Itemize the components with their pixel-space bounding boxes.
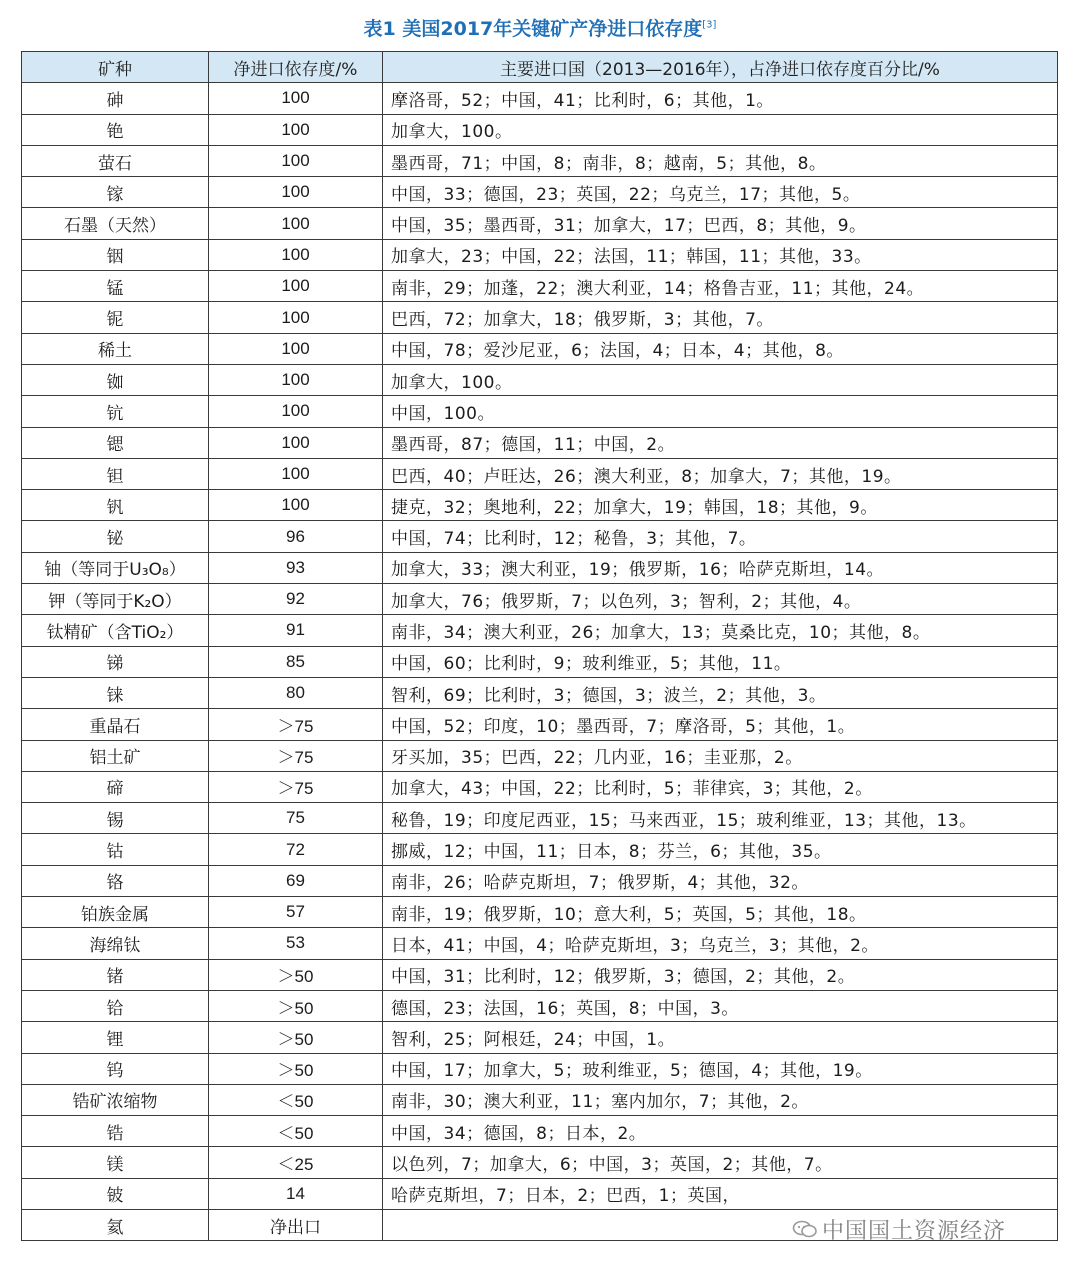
table-row (22, 364, 1058, 395)
dependency-cell: 69 (209, 865, 383, 896)
sources-cell: 智利，69；比利时，3；德国，3；波兰，2；其他，3。 (383, 677, 1058, 708)
sources-cell: 加拿大，76；俄罗斯，7；以色列，3；智利，2；其他，4。 (383, 584, 1058, 615)
table-row (22, 584, 1058, 615)
dependency-cell: ＞75 (209, 771, 383, 802)
watermark-text: 中国国土资源经济 (822, 1219, 1007, 1244)
mineral-cell: 铂族金属 (22, 897, 209, 928)
dependency-cell: 100 (209, 333, 383, 364)
sources-cell: 巴西，72；加拿大，18；俄罗斯，3；其他，7。 (383, 302, 1058, 333)
dependency-cell: 91 (209, 615, 383, 646)
table-row (22, 740, 1058, 771)
table-row (22, 865, 1058, 896)
table-row (22, 1084, 1058, 1115)
mineral-cell: 锂 (22, 1022, 209, 1053)
dependency-cell: ＞50 (209, 990, 383, 1021)
sources-cell: 智利，25；阿根廷，24；中国，1。 (383, 1022, 1058, 1053)
sources-cell: 南非，34；澳大利亚，26；加拿大，13；莫桑比克，10；其他，8。 (383, 615, 1058, 646)
mineral-cell: 碲 (22, 771, 209, 802)
mineral-cell: 铷 (22, 364, 209, 395)
mineral-cell: 氦 (22, 1209, 209, 1240)
sources-cell: 南非，26；哈萨克斯坦，7；俄罗斯，4；其他，32。 (383, 865, 1058, 896)
table-row (22, 396, 1058, 427)
sources-cell: 德国，23；法国，16；英国，8；中国，3。 (383, 990, 1058, 1021)
table-title (0, 14, 1080, 41)
sources-cell: 日本，41；中国，4；哈萨克斯坦，3；乌克兰，3；其他，2。 (383, 928, 1058, 959)
dependency-cell: 100 (209, 271, 383, 302)
mineral-cell: 石墨（天然） (22, 208, 209, 239)
sources-cell: 中国，52；印度，10；墨西哥，7；摩洛哥，5；其他，1。 (383, 709, 1058, 740)
table-row (22, 1053, 1058, 1084)
dependency-cell: 100 (209, 396, 383, 427)
dependency-cell: 100 (209, 145, 383, 176)
table-row (22, 1022, 1058, 1053)
dependency-cell: 100 (209, 208, 383, 239)
header-row (22, 52, 1058, 83)
sources-cell: 加拿大，100。 (383, 364, 1058, 395)
dependency-cell: ＞50 (209, 1053, 383, 1084)
sources-cell: 南非，19；俄罗斯，10；意大利，5；英国，5；其他，18。 (383, 897, 1058, 928)
dependency-cell: 57 (209, 897, 383, 928)
dependency-table (21, 51, 1058, 1241)
mineral-cell: 铪 (22, 990, 209, 1021)
sources-cell: 中国，17；加拿大，5；玻利维亚，5；德国，4；其他，19。 (383, 1053, 1058, 1084)
table-row (22, 1178, 1058, 1209)
mineral-cell: 钾（等同于K₂O） (22, 584, 209, 615)
sources-cell: 中国，60；比利时，9；玻利维亚，5；其他，11。 (383, 646, 1058, 677)
mineral-cell: 铼 (22, 677, 209, 708)
dependency-cell: 100 (209, 83, 383, 114)
dependency-cell: 净出口 (209, 1209, 383, 1240)
table-row (22, 552, 1058, 583)
dependency-cell: 92 (209, 584, 383, 615)
table-row (22, 677, 1058, 708)
dependency-cell: 100 (209, 490, 383, 521)
mineral-cell: 铝土矿 (22, 740, 209, 771)
mineral-cell: 铯 (22, 114, 209, 145)
sources-cell: 哈萨克斯坦，7；日本，2；巴西，1；英国， (383, 1178, 1058, 1209)
dependency-cell: 14 (209, 1178, 383, 1209)
dependency-cell: 85 (209, 646, 383, 677)
table-row (22, 1147, 1058, 1178)
table-body (22, 83, 1058, 1241)
sources-cell: 摩洛哥，52；中国，41；比利时，6；其他，1。 (383, 83, 1058, 114)
dependency-cell: ＜50 (209, 1116, 383, 1147)
mineral-cell: 钛精矿（含TiO₂） (22, 615, 209, 646)
mineral-cell: 钽 (22, 458, 209, 489)
sources-cell: 加拿大，33；澳大利亚，19；俄罗斯，16；哈萨克斯坦，14。 (383, 552, 1058, 583)
table-row (22, 458, 1058, 489)
mineral-cell: 铬 (22, 865, 209, 896)
mineral-cell: 铟 (22, 239, 209, 270)
table-row (22, 208, 1058, 239)
dependency-cell: ＞75 (209, 709, 383, 740)
sources-cell: 秘鲁，19；印度尼西亚，15；马来西亚，15；玻利维亚，13；其他，13。 (383, 803, 1058, 834)
table-title-text: 表1 美国2017年关键矿产净进口依存度 (363, 18, 703, 40)
dependency-cell: 100 (209, 177, 383, 208)
table-row (22, 145, 1058, 176)
table-row (22, 834, 1058, 865)
table-row (22, 83, 1058, 114)
wechat-icon (792, 1219, 818, 1239)
dependency-cell: 53 (209, 928, 383, 959)
sources-cell: 中国，35；墨西哥，31；加拿大，17；巴西，8；其他，9。 (383, 208, 1058, 239)
table-row (22, 302, 1058, 333)
table-row (22, 333, 1058, 364)
dependency-cell: ＞75 (209, 740, 383, 771)
mineral-cell: 镓 (22, 177, 209, 208)
table-row (22, 490, 1058, 521)
table-row (22, 928, 1058, 959)
header-mineral: 矿种 (22, 52, 209, 83)
dependency-cell: ＜25 (209, 1147, 383, 1178)
sources-cell: 中国，31；比利时，12；俄罗斯，3；德国，2；其他，2。 (383, 959, 1058, 990)
dependency-cell: 80 (209, 677, 383, 708)
dependency-cell: 72 (209, 834, 383, 865)
table-row (22, 771, 1058, 802)
sources-cell: 墨西哥，87；德国，11；中国，2。 (383, 427, 1058, 458)
mineral-cell: 钪 (22, 396, 209, 427)
mineral-cell: 钒 (22, 490, 209, 521)
table-row (22, 990, 1058, 1021)
sources-cell: 南非，30；澳大利亚，11；塞内加尔，7；其他，2。 (383, 1084, 1058, 1115)
mineral-cell: 锑 (22, 646, 209, 677)
mineral-cell: 钨 (22, 1053, 209, 1084)
sources-cell: 牙买加，35；巴西，22；几内亚，16；圭亚那，2。 (383, 740, 1058, 771)
mineral-cell: 海绵钛 (22, 928, 209, 959)
mineral-cell: 铋 (22, 521, 209, 552)
table-row (22, 897, 1058, 928)
table-row (22, 959, 1058, 990)
sources-cell: 以色列，7；加拿大，6；中国，3；英国，2；其他，7。 (383, 1147, 1058, 1178)
sources-cell: 加拿大，100。 (383, 114, 1058, 145)
mineral-cell: 铍 (22, 1178, 209, 1209)
dependency-cell: 100 (209, 427, 383, 458)
mineral-cell: 钴 (22, 834, 209, 865)
header-sources: 主要进口国（2013—2016年），占净进口依存度百分比/% (383, 52, 1058, 83)
dependency-cell: 100 (209, 458, 383, 489)
mineral-cell: 锆矿浓缩物 (22, 1084, 209, 1115)
mineral-cell: 锶 (22, 427, 209, 458)
sources-cell: 中国，33；德国，23；英国，22；乌克兰，17；其他，5。 (383, 177, 1058, 208)
header-dependency: 净进口依存度/% (209, 52, 383, 83)
mineral-cell: 锆 (22, 1116, 209, 1147)
sources-cell: 中国，74；比利时，12；秘鲁，3；其他，7。 (383, 521, 1058, 552)
sources-cell: 加拿大，43；中国，22；比利时，5；菲律宾，3；其他，2。 (383, 771, 1058, 802)
mineral-cell: 铀（等同于U₃O₈） (22, 552, 209, 583)
table-row (22, 427, 1058, 458)
dependency-cell: ＞50 (209, 959, 383, 990)
sources-cell: 墨西哥，71；中国，8；南非，8；越南，5；其他，8。 (383, 145, 1058, 176)
mineral-cell: 重晶石 (22, 709, 209, 740)
mineral-cell: 锡 (22, 803, 209, 834)
sources-cell: 加拿大，23；中国，22；法国，11；韩国，11；其他，33。 (383, 239, 1058, 270)
sources-cell: 捷克，32；奥地利，22；加拿大，19；韩国，18；其他，9。 (383, 490, 1058, 521)
sources-cell: 中国，100。 (383, 396, 1058, 427)
mineral-cell: 砷 (22, 83, 209, 114)
title-reference: [3] (702, 19, 717, 31)
sources-cell: 中国，78；爱沙尼亚，6；法国，4；日本，4；其他，8。 (383, 333, 1058, 364)
mineral-cell: 锰 (22, 271, 209, 302)
table-row (22, 521, 1058, 552)
table-row (22, 709, 1058, 740)
sources-cell: 中国，34；德国，8；日本，2。 (383, 1116, 1058, 1147)
mineral-cell: 萤石 (22, 145, 209, 176)
sources-cell: 巴西，40；卢旺达，26；澳大利亚，8；加拿大，7；其他，19。 (383, 458, 1058, 489)
table-row (22, 114, 1058, 145)
table-row (22, 239, 1058, 270)
sources-cell: 南非，29；加蓬，22；澳大利亚，14；格鲁吉亚，11；其他，24。 (383, 271, 1058, 302)
sources-cell: 挪威，12；中国，11；日本，8；芬兰，6；其他，35。 (383, 834, 1058, 865)
mineral-cell: 铌 (22, 302, 209, 333)
dependency-cell: 100 (209, 114, 383, 145)
dependency-cell: 96 (209, 521, 383, 552)
table-row (22, 271, 1058, 302)
table-row (22, 1116, 1058, 1147)
dependency-cell: 100 (209, 364, 383, 395)
dependency-cell: 100 (209, 239, 383, 270)
dependency-cell: 100 (209, 302, 383, 333)
table-row (22, 646, 1058, 677)
dependency-cell: ＜50 (209, 1084, 383, 1115)
dependency-cell: 75 (209, 803, 383, 834)
table-row (22, 177, 1058, 208)
table-row (22, 803, 1058, 834)
mineral-cell: 锗 (22, 959, 209, 990)
dependency-cell: ＞50 (209, 1022, 383, 1053)
dependency-cell: 93 (209, 552, 383, 583)
mineral-cell: 稀土 (22, 333, 209, 364)
mineral-cell: 镁 (22, 1147, 209, 1178)
table-row (22, 615, 1058, 646)
